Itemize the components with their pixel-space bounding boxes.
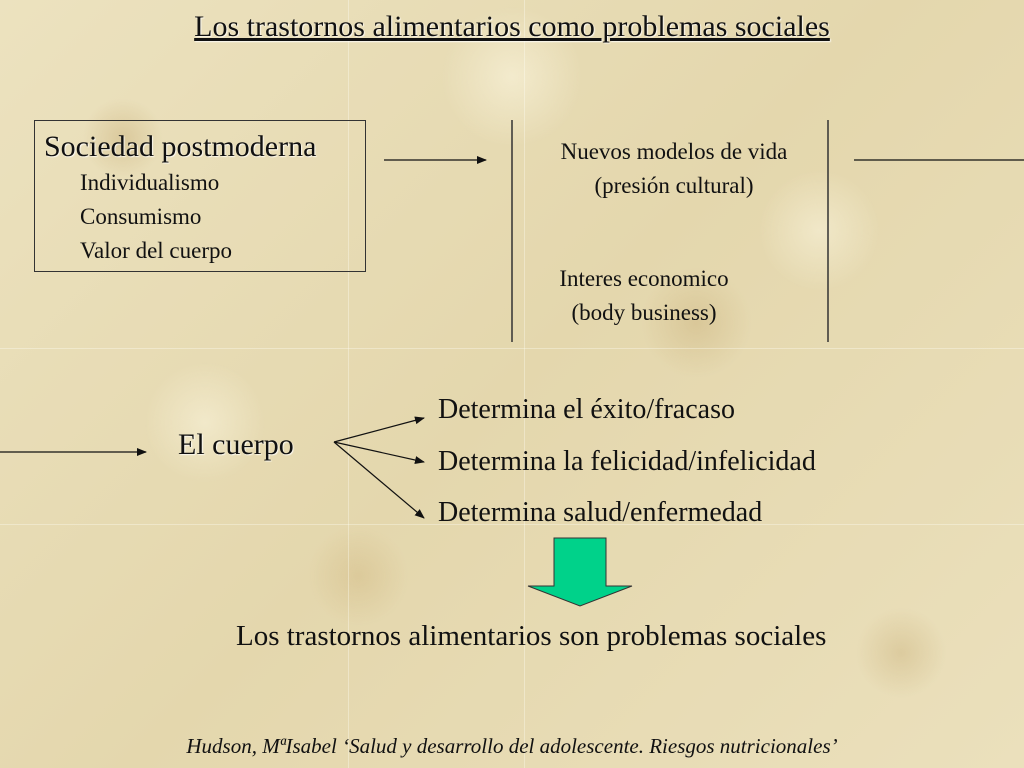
citation: Hudson, MªIsabel ‘Salud y desarrollo del adolescente. Riesgos nutricionales’ bbox=[186, 734, 838, 758]
economic-interest-text: Interes economico bbox=[559, 266, 729, 291]
branch-arrow-felicidad bbox=[334, 442, 424, 462]
determina-item: Determina la felicidad/infelicidad bbox=[438, 446, 816, 477]
conclusion-text: Los trastornos alimentarios son problemas sociales bbox=[236, 620, 827, 652]
cultural-pressure-text: (presión cultural) bbox=[594, 173, 754, 198]
body-business-text: (body business) bbox=[571, 300, 717, 325]
branch-arrow-salud bbox=[334, 442, 424, 518]
branch-arrow-exito bbox=[334, 418, 424, 442]
body-label: El cuerpo bbox=[178, 428, 294, 461]
down-arrow-icon bbox=[528, 538, 632, 606]
box-item: Valor del cuerpo bbox=[80, 238, 232, 263]
box-item: Consumismo bbox=[80, 204, 202, 229]
determina-item: Determina salud/enfermedad bbox=[438, 497, 763, 528]
box-heading: Sociedad postmoderna bbox=[44, 130, 317, 163]
slide-title: Los trastornos alimentarios como problemas sociales bbox=[194, 10, 830, 43]
new-life-models-text: Nuevos modelos de vida bbox=[560, 139, 788, 164]
box-item: Individualismo bbox=[80, 170, 220, 195]
determina-item: Determina el éxito/fracaso bbox=[438, 394, 735, 425]
